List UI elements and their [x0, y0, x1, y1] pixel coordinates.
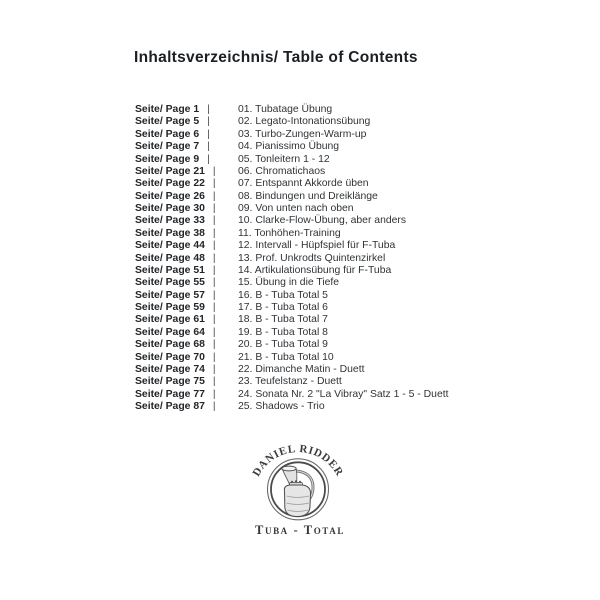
separator: | — [212, 351, 216, 363]
toc-item-title: 02. Legato-Intonationsübung — [238, 116, 371, 128]
toc-item-title: 08. Bindungen und Dreiklänge — [238, 190, 378, 202]
page-column — [135, 290, 238, 302]
page-label: Seite/ Page 38 — [135, 227, 205, 239]
page-column — [135, 277, 238, 289]
page-label: Seite/ Page 44 — [135, 240, 205, 252]
toc-item-title: 11. Tonhöhen-Training — [238, 227, 341, 239]
page-column — [135, 314, 238, 326]
toc-row — [135, 166, 475, 178]
page-label: Seite/ Page 57 — [135, 289, 205, 301]
separator: | — [207, 104, 210, 115]
tuba-icon — [282, 466, 313, 516]
toc-row — [135, 178, 475, 190]
toc-row — [135, 253, 475, 265]
toc-item-title: 23. Teufelstanz - Duett — [238, 376, 342, 388]
separator: | — [212, 227, 216, 239]
toc-list — [135, 104, 475, 413]
toc-row — [135, 302, 475, 314]
toc-row — [135, 376, 475, 388]
separator: | — [212, 302, 216, 313]
separator: | — [212, 363, 216, 375]
page-label: Seite/ Page 30 — [135, 203, 205, 214]
page-column — [135, 203, 238, 215]
toc-row — [135, 215, 475, 227]
toc-item-title: 19. B - Tuba Total 8 — [238, 326, 328, 338]
toc-item-title: 22. Dimanche Matin - Duett — [238, 363, 365, 375]
toc-item-title: 01. Tubatage Übung — [238, 104, 333, 115]
logo-arc-text: DANIEL RIDDER — [250, 442, 346, 479]
separator: | — [212, 339, 216, 351]
separator: | — [212, 215, 216, 227]
publisher-logo — [230, 440, 370, 538]
toc-row — [135, 352, 475, 364]
separator: | — [212, 277, 216, 289]
page-column — [135, 116, 238, 128]
toc-item-title: 20. B - Tuba Total 9 — [238, 339, 328, 351]
toc-item-title: 12. Intervall - Hüpfspiel für F-Tuba — [238, 240, 396, 252]
logo-arc-text-holder — [250, 443, 345, 479]
toc-item-title: 06. Chromatichaos — [238, 165, 326, 177]
page-column — [135, 352, 238, 364]
page-column — [135, 215, 238, 227]
page-column — [135, 339, 238, 351]
toc-item-title: 17. B - Tuba Total 6 — [238, 302, 328, 313]
toc-item-title: 16. B - Tuba Total 5 — [238, 289, 328, 301]
toc-item-title: 05. Tonleitern 1 - 12 — [238, 153, 330, 165]
toc-row — [135, 191, 475, 203]
page-column — [135, 228, 238, 240]
separator: | — [207, 116, 210, 128]
toc-row — [135, 116, 475, 128]
page-label: Seite/ Page 21 — [135, 165, 205, 177]
page-column — [135, 302, 238, 314]
page-column — [135, 265, 238, 277]
page-label: Seite/ Page 48 — [135, 252, 205, 264]
toc-row — [135, 240, 475, 252]
toc-row — [135, 314, 475, 326]
toc-item-title: 10. Clarke-Flow-Übung, aber anders — [238, 215, 407, 227]
page-label: Seite/ Page 55 — [135, 277, 205, 289]
page-label: Seite/ Page 64 — [135, 326, 205, 338]
page-label: Seite/ Page 61 — [135, 314, 205, 326]
separator: | — [207, 153, 210, 165]
page-label: Seite/ Page 59 — [135, 302, 205, 313]
page-column — [135, 191, 238, 203]
page-label: Seite/ Page 87 — [135, 401, 205, 412]
toc-item-title: 13. Prof. Unkrodts Quintenzirkel — [238, 252, 386, 264]
separator: | — [207, 141, 210, 153]
logo-graphic — [230, 440, 370, 522]
separator: | — [212, 314, 216, 326]
toc-row — [135, 129, 475, 141]
toc-row — [135, 228, 475, 240]
toc-item-title: 18. B - Tuba Total 7 — [238, 314, 328, 326]
page-label: Seite/ Page 77 — [135, 388, 205, 400]
separator: | — [212, 203, 216, 214]
toc-row — [135, 141, 475, 153]
toc-item-title: 15. Übung in die Tiefe — [238, 277, 340, 289]
page-label: Seite/ Page 68 — [135, 339, 205, 351]
toc-row — [135, 389, 475, 401]
page-label: Seite/ Page 70 — [135, 351, 205, 363]
page-column — [135, 166, 238, 178]
separator: | — [212, 252, 216, 264]
toc-row — [135, 265, 475, 277]
toc-item-title: 04. Pianissimo Übung — [238, 141, 340, 153]
page-column — [135, 141, 238, 153]
page-label: Seite/ Page 74 — [135, 363, 205, 375]
page-label: Seite/ Page 51 — [135, 264, 205, 276]
page-label: Seite/ Page 75 — [135, 376, 205, 388]
page-label: Seite/ Page 9 — [135, 153, 200, 165]
page-column — [135, 389, 238, 401]
toc-item-title: 14. Artikulationsübung für F-Tuba — [238, 264, 392, 276]
toc-row — [135, 104, 475, 116]
separator: | — [212, 178, 216, 190]
page-title: Inhaltsverzeichnis/ Table of Contents — [134, 49, 418, 66]
separator: | — [212, 190, 216, 202]
page-label: Seite/ Page 5 — [135, 116, 200, 128]
separator: | — [212, 240, 216, 252]
page-column — [135, 154, 238, 166]
toc-row — [135, 154, 475, 166]
toc-row — [135, 290, 475, 302]
toc-row — [135, 339, 475, 351]
page-label: Seite/ Page 22 — [135, 178, 205, 190]
page-label: Seite/ Page 26 — [135, 190, 205, 202]
page-column — [135, 327, 238, 339]
toc-row — [135, 364, 475, 376]
toc-row — [135, 277, 475, 289]
page-column — [135, 401, 238, 413]
page-column — [135, 240, 238, 252]
separator: | — [212, 388, 216, 400]
page-label: Seite/ Page 6 — [135, 128, 200, 140]
page-column — [135, 364, 238, 376]
page-label: Seite/ Page 33 — [135, 215, 205, 227]
page-column — [135, 253, 238, 265]
toc-item-title: 21. B - Tuba Total 10 — [238, 351, 334, 363]
separator: | — [212, 326, 216, 338]
toc-row — [135, 327, 475, 339]
logo-caption: Tuba - Total — [255, 523, 345, 537]
separator: | — [212, 401, 216, 412]
separator: | — [212, 289, 216, 301]
page-column — [135, 104, 238, 116]
toc-item-title: 25. Shadows - Trio — [238, 401, 325, 412]
page-column — [135, 376, 238, 388]
toc-item-title: 24. Sonata Nr. 2 "La Vibray" Satz 1 - 5 - Duett — [238, 388, 449, 400]
separator: | — [212, 264, 216, 276]
separator: | — [212, 165, 216, 177]
toc-row — [135, 203, 475, 215]
separator: | — [207, 128, 210, 140]
page-label: Seite/ Page 7 — [135, 141, 200, 153]
page-label: Seite/ Page 1 — [135, 104, 200, 115]
toc-item-title: 09. Von unten nach oben — [238, 203, 354, 214]
toc-row — [135, 401, 475, 413]
page-column — [135, 129, 238, 141]
page-column — [135, 178, 238, 190]
toc-item-title: 07. Entspannt Akkorde üben — [238, 178, 369, 190]
toc-item-title: 03. Turbo-Zungen-Warm-up — [238, 128, 367, 140]
separator: | — [212, 376, 216, 388]
